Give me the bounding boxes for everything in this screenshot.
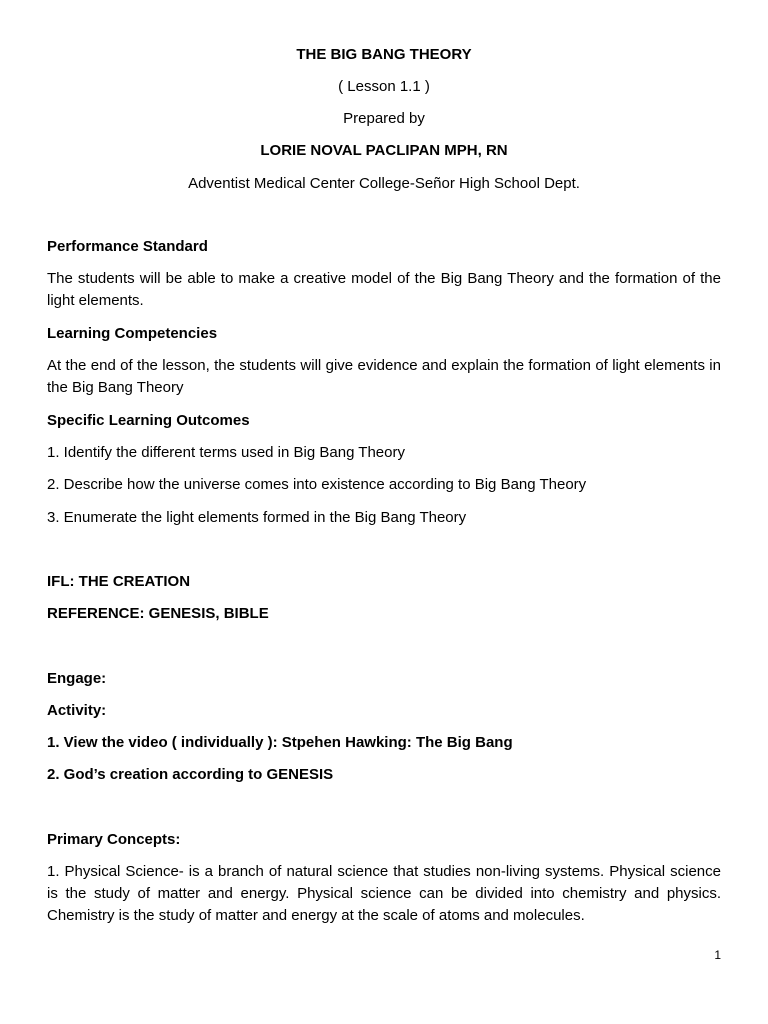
reference-heading: REFERENCE: GENESIS, BIBLE (47, 605, 269, 622)
prepared-by-label: Prepared by (343, 110, 425, 127)
engage-heading: Engage: (47, 670, 107, 687)
outcome-item: 1. Identify the different terms used in Big Bang Theory (47, 444, 405, 461)
lesson-number: ( Lesson 1.1 ) (338, 78, 430, 95)
author-name: LORIE NOVAL PACLIPAN MPH, RN (260, 142, 508, 159)
activity-item: 2. God’s creation according to GENESIS (47, 766, 334, 783)
activity-label: Activity: (47, 702, 107, 719)
activity-item: 1. View the video ( individually ): Stpehen Hawking: The Big Bang (47, 734, 513, 751)
institution-name: Adventist Medical Center College-Señor High School Dept. (188, 175, 580, 192)
learning-competencies-text: At the end of the lesson, the students will give evidence and explain the formation of light elements in the Big Bang Theory (47, 357, 721, 396)
specific-outcomes-heading: Specific Learning Outcomes (47, 412, 250, 429)
page-number: 1 (714, 948, 721, 962)
primary-concepts-text: 1. Physical Science- is a branch of natural science that studies non-living systems. Physical science is the study of matter and energy. Physical science can be divided into chemistry and physics. Chemistry is the study of matter and energy at the scale of atoms and molecules. (47, 863, 721, 924)
learning-competencies-heading: Learning Competencies (47, 325, 218, 342)
performance-standard-text: The students will be able to make a creative model of the Big Bang Theory and the formation of the light elements. (47, 270, 721, 309)
outcome-item: 2. Describe how the universe comes into existence according to Big Bang Theory (47, 476, 587, 493)
outcome-item: 3. Enumerate the light elements formed in the Big Bang Theory (47, 509, 467, 526)
primary-concepts-heading: Primary Concepts: (47, 831, 181, 848)
performance-standard-heading: Performance Standard (47, 238, 208, 255)
ifl-heading: IFL: THE CREATION (47, 573, 191, 590)
document-title: THE BIG BANG THEORY (296, 46, 472, 63)
